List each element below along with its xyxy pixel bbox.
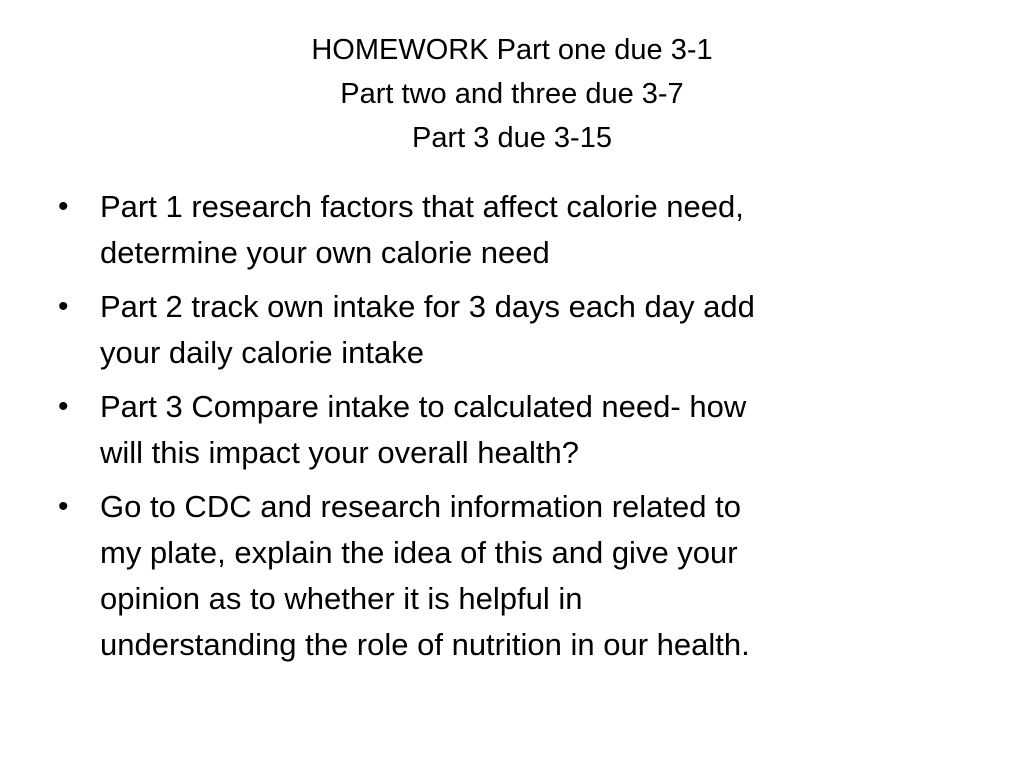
bullet-text xyxy=(100,284,978,376)
bullet-item-part-3 xyxy=(58,384,978,476)
bullet-list xyxy=(58,184,978,676)
title-line-part-three: Part 3 due 3-15 xyxy=(412,122,612,154)
bullet-line: understanding the role of nutrition in our health. xyxy=(100,627,750,662)
bullet-text xyxy=(100,384,978,476)
bullet-line: will this impact your overall health? xyxy=(100,435,579,470)
bullet-item-part-1 xyxy=(58,184,978,276)
bullet-line: opinion as to whether it is helpful in xyxy=(100,581,583,616)
bullet-marker: • xyxy=(58,290,69,323)
bullet-text xyxy=(100,184,978,276)
bullet-line: Part 2 track own intake for 3 days each day add xyxy=(100,289,755,324)
bullet-line: Part 1 research factors that affect calorie need, xyxy=(100,189,744,224)
bullet-text xyxy=(100,484,978,668)
bullet-line: Go to CDC and research information related to xyxy=(100,489,741,524)
bullet-line: Part 3 Compare intake to calculated need- how xyxy=(100,389,747,424)
bullet-marker: • xyxy=(58,390,69,423)
bullet-marker: • xyxy=(58,190,69,223)
bullet-line: determine your own calorie need xyxy=(100,235,550,270)
bullet-marker: • xyxy=(58,490,69,523)
title-line-part-two-three: Part two and three due 3-7 xyxy=(340,78,684,110)
bullet-line: my plate, explain the idea of this and give your xyxy=(100,535,738,570)
bullet-line: your daily calorie intake xyxy=(100,335,424,370)
slide-title xyxy=(60,28,964,160)
bullet-item-cdc-research xyxy=(58,484,978,668)
bullet-item-part-2 xyxy=(58,284,978,376)
title-line-homework: HOMEWORK Part one due 3-1 xyxy=(311,34,713,66)
